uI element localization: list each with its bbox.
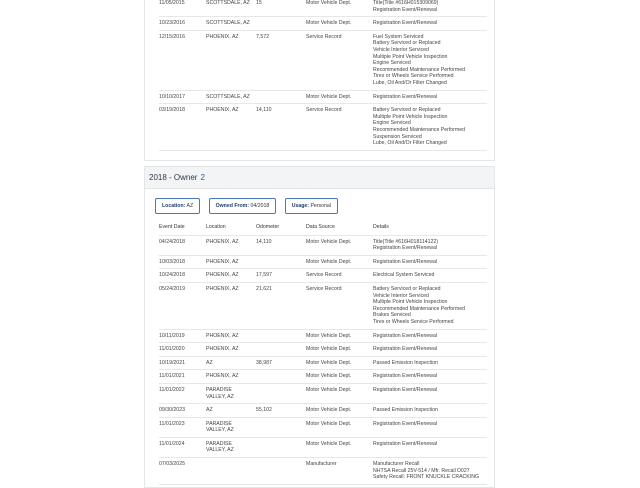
table-header-row	[159, 221, 487, 235]
owner-2-history-table	[159, 221, 487, 485]
details-cell: Battery Serviced or Replaced Multiple Point Vehicle Inspection Engine Serviced Recommended Maintenance Performed Suspension Serviced Lube, Oil And/Or Filter Changed	[373, 104, 487, 151]
header-event-date[interactable]: Event Date	[159, 221, 206, 235]
header-details[interactable]: Details	[373, 221, 487, 235]
owned-from-badge-label: Owned From:	[215, 203, 250, 209]
header-data-source[interactable]: Data Source	[306, 221, 373, 235]
odometer-cell: 17,597	[256, 269, 306, 283]
data-source-cell: Motor Vehicle Dept.	[306, 417, 373, 437]
odometer-cell: 21,621	[256, 282, 306, 329]
details-cell: Registration Event/Renewal	[373, 343, 487, 357]
table-row	[159, 269, 487, 283]
location-badge-label: Location:	[162, 203, 186, 209]
event-date-cell: 10/03/2018	[159, 255, 206, 269]
data-source-cell: Motor Vehicle Dept.	[306, 383, 373, 403]
location-cell: PHOENIX, AZ	[206, 269, 256, 283]
data-source-cell: Motor Vehicle Dept.	[306, 343, 373, 357]
event-date-cell: 05/24/2019	[159, 282, 206, 329]
data-source-cell: Motor Vehicle Dept.	[306, 437, 373, 457]
table-row	[159, 90, 487, 104]
odometer-cell	[256, 90, 306, 104]
location-cell: PHOENIX, AZ	[206, 370, 256, 384]
data-source-cell: Motor Vehicle Dept.	[306, 255, 373, 269]
location-cell: PHOENIX, AZ	[206, 104, 256, 151]
table-row	[159, 17, 487, 31]
data-source-cell: Motor Vehicle Dept.	[306, 356, 373, 370]
location-cell: PHOENIX, AZ	[206, 235, 256, 255]
details-cell: Registration Event/Renewal	[373, 370, 487, 384]
event-date-cell: 11/01/2020	[159, 343, 206, 357]
details-cell: Battery Serviced or Replaced Vehicle Interior Serviced Multiple Point Vehicle Inspection Recommended Maintenance Performed Brakes Serviced Tires or Wheels Service Performed	[373, 282, 487, 329]
table-row	[159, 30, 487, 90]
location-cell: SCOTTSDALE, AZ	[206, 90, 256, 104]
location-cell: PARADISE VALLEY, AZ	[206, 437, 256, 457]
odometer-cell	[256, 329, 306, 343]
event-date-cell: 07/03/2025	[159, 458, 206, 485]
event-date-cell: 11/01/2024	[159, 437, 206, 457]
location-cell: AZ	[206, 404, 256, 418]
owner-title	[149, 173, 205, 182]
location-badge-value: AZ	[186, 203, 194, 209]
location-cell: PARADISE VALLEY, AZ	[206, 383, 256, 403]
details-cell: Registration Event/Renewal	[373, 17, 487, 31]
location-cell: PHOENIX, AZ	[206, 343, 256, 357]
owned-from-badge-value: 04/2018	[250, 203, 270, 209]
odometer-cell	[256, 458, 306, 485]
header-location[interactable]: Location	[206, 221, 256, 235]
table-row	[159, 458, 487, 485]
location-cell: PHOENIX, AZ	[206, 329, 256, 343]
data-source-cell: Service Record	[306, 282, 373, 329]
details-cell: Registration Event/Renewal	[373, 417, 487, 437]
data-source-cell: Motor Vehicle Dept.	[306, 0, 373, 17]
event-date-cell: 12/15/2016	[159, 30, 206, 90]
event-date-cell: 03/19/2018	[159, 104, 206, 151]
location-cell: PARADISE VALLEY, AZ	[206, 417, 256, 437]
odometer-cell	[256, 417, 306, 437]
data-source-cell: Motor Vehicle Dept.	[306, 90, 373, 104]
details-cell: Fuel System Serviced Battery Serviced or Replaced Vehicle Interior Serviced Multiple Point Vehicle Inspection Engine Serviced Recommended Maintenance Performed Tires or Wheels Service Performed Lube, Oil And/Or Filter Changed	[373, 30, 487, 90]
usage-badge-label: Usage:	[291, 203, 310, 209]
data-source-cell: Motor Vehicle Dept.	[306, 17, 373, 31]
event-date-cell: 11/01/2021	[159, 370, 206, 384]
usage-badge	[285, 198, 338, 214]
table-row	[159, 0, 487, 17]
details-cell: Title(Title #616H015309069) Registration Event/Renewal	[373, 0, 487, 17]
table-row	[159, 282, 487, 329]
odometer-cell	[256, 383, 306, 403]
owner-1-history-card	[144, 0, 495, 161]
data-source-cell: Service Record	[306, 269, 373, 283]
table-row	[159, 437, 487, 457]
odometer-cell	[256, 255, 306, 269]
event-date-cell: 10/24/2018	[159, 269, 206, 283]
details-cell: Passed Emission Inspection	[373, 404, 487, 418]
odometer-cell: 7,572	[256, 30, 306, 90]
event-date-cell: 11/01/2023	[159, 417, 206, 437]
details-cell: Manufacturer Recall NHTSA Recall 25V-514 / Mfr. Recall D027 Safety Recall: FRONT KNUCKLE CRACKING	[373, 458, 487, 485]
table-row	[159, 417, 487, 437]
table-row	[159, 343, 487, 357]
odometer-cell: 38,987	[256, 356, 306, 370]
data-source-cell: Motor Vehicle Dept.	[306, 404, 373, 418]
details-cell: Registration Event/Renewal	[373, 255, 487, 269]
odometer-cell	[256, 370, 306, 384]
table-row	[159, 104, 487, 151]
table-row	[159, 329, 487, 343]
data-source-cell: Service Record	[306, 104, 373, 151]
header-odometer[interactable]: Odometer	[256, 221, 306, 235]
table-row	[159, 235, 487, 255]
details-cell: Electrical System Serviced	[373, 269, 487, 283]
owner-badges	[155, 194, 342, 214]
odometer-cell: 14,110	[256, 235, 306, 255]
location-cell: SCOTTSDALE, AZ	[206, 17, 256, 31]
details-cell: Title(Title #616H018114122) Registration Event/Renewal	[373, 235, 487, 255]
odometer-cell: 14,110	[256, 104, 306, 151]
event-date-cell: 10/23/2016	[159, 17, 206, 31]
odometer-cell	[256, 17, 306, 31]
location-cell: PHOENIX, AZ	[206, 282, 256, 329]
event-date-cell: 11/01/2022	[159, 383, 206, 403]
details-cell: Registration Event/Renewal	[373, 437, 487, 457]
event-date-cell: 10/10/2017	[159, 90, 206, 104]
table-row	[159, 356, 487, 370]
usage-badge-value: Personal	[310, 203, 331, 209]
location-cell: PHOENIX, AZ	[206, 255, 256, 269]
table-row	[159, 404, 487, 418]
owner-number-link[interactable]: 2	[200, 173, 205, 182]
event-date-cell: 10/11/2019	[159, 329, 206, 343]
data-source-cell: Service Record	[306, 30, 373, 90]
odometer-cell	[256, 437, 306, 457]
location-cell: AZ	[206, 356, 256, 370]
owner-title-label: 2018 - Owner	[149, 173, 198, 182]
details-cell: Passed Emission Inspection	[373, 356, 487, 370]
location-cell: SCOTTSDALE, AZ	[206, 0, 256, 17]
event-date-cell: 04/24/2018	[159, 235, 206, 255]
location-cell: PHOENIX, AZ	[206, 30, 256, 90]
owner-2-history-card	[144, 166, 495, 488]
table-row	[159, 255, 487, 269]
data-source-cell: Motor Vehicle Dept.	[306, 235, 373, 255]
odometer-cell	[256, 343, 306, 357]
owner-header	[145, 167, 494, 189]
odometer-cell: 15	[256, 0, 306, 17]
location-badge	[155, 198, 200, 214]
data-source-cell: Manufacturer	[306, 458, 373, 485]
owner-1-history-table	[159, 0, 487, 151]
details-cell: Registration Event/Renewal	[373, 329, 487, 343]
odometer-cell: 55,102	[256, 404, 306, 418]
details-cell: Registration Event/Renewal	[373, 383, 487, 403]
data-source-cell: Motor Vehicle Dept.	[306, 329, 373, 343]
table-row	[159, 370, 487, 384]
details-cell: Registration Event/Renewal	[373, 90, 487, 104]
table-row	[159, 383, 487, 403]
event-date-cell: 11/05/2015	[159, 0, 206, 17]
event-date-cell: 10/19/2021	[159, 356, 206, 370]
location-cell	[206, 458, 256, 485]
event-date-cell: 09/30/2023	[159, 404, 206, 418]
owned-from-badge	[209, 198, 277, 214]
data-source-cell: Motor Vehicle Dept.	[306, 370, 373, 384]
